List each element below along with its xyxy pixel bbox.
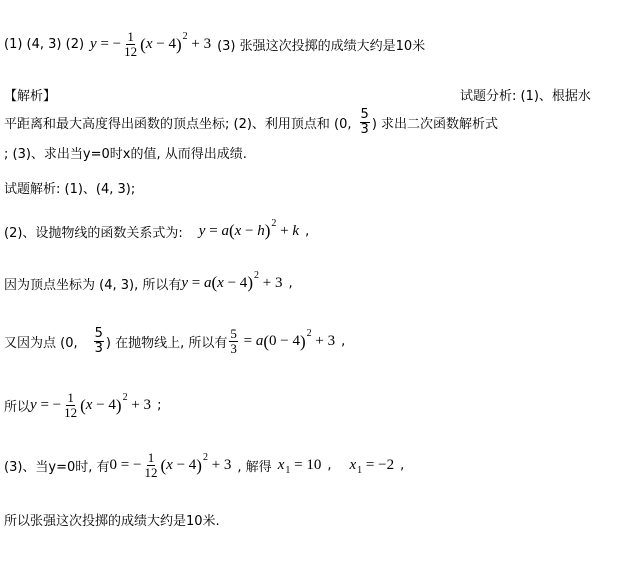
- step4-text-a: 又因为点 (0,: [4, 336, 78, 351]
- solution-step-6: (3)、当y=0时, 有 0 = − $\frac{1}{12}$ ( x − 4 ) 2 + 3 , 解得 x 1 = 10 , x 1 = −2 ,: [4, 450, 405, 480]
- fraction-5-3: $\frac{5}{3}$: [360, 107, 369, 137]
- analysis-heading: 【解析】: [4, 89, 57, 104]
- solution-step-5: 所以 y = − $\frac{1}{12}$ ( x − 4 ) 2 + 3 ;: [4, 390, 162, 420]
- step4-text-b: ) 在抛物线上, 所以有: [105, 336, 228, 351]
- fraction-1-12: $\frac{1}{12}$: [124, 29, 138, 59]
- solution-step-4: 又因为点 (0, $\frac{5}{3}$ ) 在抛物线上, 所以有 $\frac{5}{3}$ = a ( 0 − 4 ) 2 + 3 ,: [4, 326, 346, 356]
- analysis-line-3: ; (3)、求出当y=0时x的值, 从而得出成绩.: [4, 147, 247, 162]
- solution-step-1: 试题解析: (1)、(4, 3);: [4, 182, 136, 197]
- equation-substitute: $\frac{5}{3}$ = a ( 0 − 4 ) 2 + 3: [230, 326, 336, 356]
- equation-vertex-form: y = a ( x − 4 ) 2 + 3: [181, 269, 283, 292]
- analysis-text-b: ) 求出二次函数解析式: [371, 117, 499, 132]
- answer-part1: (1) (4, 3) (2): [4, 37, 85, 52]
- equation-final-1: y = − $\frac{1}{12}$ ( x − 4 ) 2 + 3: [90, 29, 212, 59]
- solution-step-3: 因为顶点坐标为 (4, 3), 所以有 y = a ( x − 4 ) 2 + 3 ,: [4, 269, 293, 293]
- equation-general: y = a ( x − h ) 2 + k: [198, 217, 300, 240]
- root-x2: x 1 = −2: [349, 457, 395, 476]
- fraction-5-3-b: $\frac{5}{3}$: [94, 326, 103, 356]
- analysis-text-a: 平距离和最大高度得出函数的顶点坐标; (2)、利用顶点和 (0,: [4, 117, 352, 132]
- step5-text: 所以: [4, 400, 31, 415]
- equation-zero: 0 = − $\frac{1}{12}$ ( x − 4 ) 2 + 3: [109, 450, 232, 480]
- step6-text-b: , 解得: [237, 460, 272, 475]
- step2-text: (2)、设抛物线的函数关系式为:: [4, 225, 183, 241]
- answer-part3: (3) 张强这次投掷的成绩大约是10米: [217, 39, 426, 54]
- analysis-intro: 试题分析: (1)、根据水: [460, 89, 591, 104]
- step3-text: 因为顶点坐标为 (4, 3), 所以有: [4, 277, 182, 293]
- conclusion: 所以张强这次投掷的成绩大约是10米.: [4, 514, 220, 529]
- step6-text-a: (3)、当y=0时, 有: [4, 460, 110, 475]
- root-x1: x 1 = 10: [277, 457, 322, 476]
- analysis-line-2: [4, 108, 498, 137]
- solution-step-2: (2)、设抛物线的函数关系式为: y = a ( x − h ) 2 + k ,: [4, 217, 310, 241]
- equation-solution: y = − $\frac{1}{12}$ ( x − 4 ) 2 + 3: [30, 390, 152, 420]
- answer-line: [4, 30, 425, 59]
